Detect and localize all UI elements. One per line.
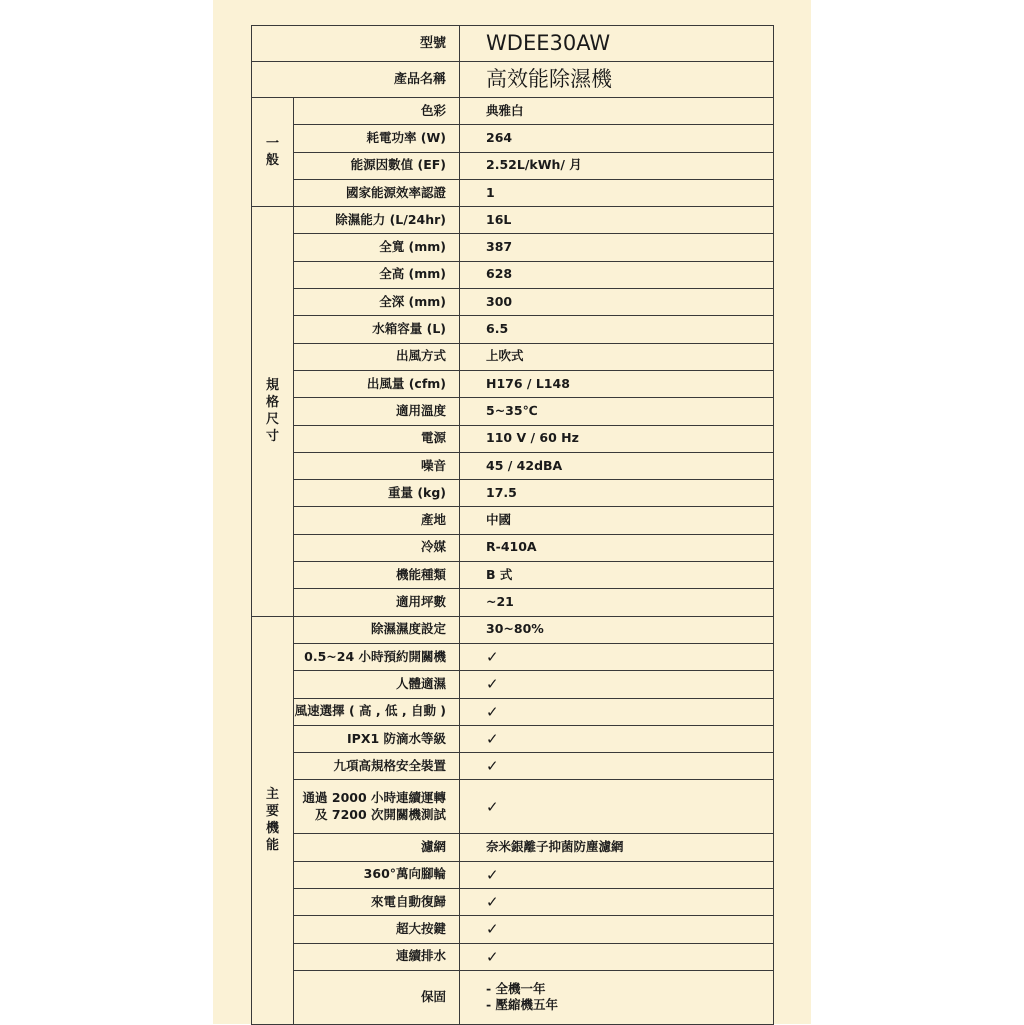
spec-label <box>294 125 460 152</box>
table-row <box>252 643 774 670</box>
spec-value-text: 中國 <box>486 512 512 528</box>
spec-value-text: 6.5 <box>486 321 509 337</box>
spec-label <box>294 562 460 589</box>
spec-label-text: 產地 <box>421 512 447 528</box>
table-row <box>252 616 774 643</box>
spec-label <box>294 534 460 561</box>
spec-value-text: 628 <box>486 266 513 282</box>
spec-value-text: 5~35℃ <box>486 402 538 418</box>
table-row <box>252 861 774 888</box>
spec-label-text: 來電自動復歸 <box>371 893 447 909</box>
table-row <box>252 780 774 834</box>
spec-label <box>294 725 460 752</box>
spec-value <box>460 316 774 343</box>
spec-value <box>460 562 774 589</box>
spec-label-text: 適用坪數 <box>396 594 447 610</box>
check-icon: ✓ <box>486 647 499 666</box>
table-row <box>252 698 774 725</box>
table-row <box>252 425 774 452</box>
spec-label-text: 國家能源效率認證 <box>346 184 447 200</box>
spec-label <box>294 480 460 507</box>
spec-value-text: 典雅白 <box>486 102 524 118</box>
spec-label-text: 0.5~24 小時預約開關機 <box>304 648 447 664</box>
spec-label-text: 濾網 <box>421 839 447 855</box>
spec-value <box>460 261 774 288</box>
spec-value-text: 1 <box>486 184 495 200</box>
spec-label <box>294 343 460 370</box>
spec-value <box>460 343 774 370</box>
spec-value-text: 264 <box>486 130 513 145</box>
spec-value <box>460 970 774 1024</box>
spec-value-text: 2.52L/kWh/ 月 <box>486 157 582 173</box>
spec-label-text: 冷媒 <box>421 539 447 555</box>
spec-label <box>294 943 460 970</box>
spec-value <box>460 398 774 425</box>
spec-label-text: 風速選擇 ( 高 , 低 , 自動 ) <box>294 703 447 719</box>
table-row <box>252 970 774 1024</box>
section-label <box>252 616 294 1024</box>
spec-label-text: 全深 (mm) <box>379 293 447 309</box>
spec-label-text: 能源因數值 (EF) <box>350 157 447 173</box>
table-row <box>252 207 774 234</box>
spec-label-text: 360°萬向腳輪 <box>363 866 447 882</box>
spec-value <box>460 616 774 643</box>
table-row <box>252 152 774 179</box>
check-icon: ✓ <box>486 729 499 748</box>
table-row <box>252 234 774 261</box>
spec-value <box>460 207 774 234</box>
spec-label <box>294 425 460 452</box>
spec-value <box>460 671 774 698</box>
spec-label <box>294 861 460 888</box>
spec-label <box>294 234 460 261</box>
spec-label <box>294 207 460 234</box>
spec-value <box>460 152 774 179</box>
table-row <box>252 671 774 698</box>
product-name-label: 產品名稱 <box>252 62 460 98</box>
spec-value-text: 45 / 42dBA <box>486 457 563 473</box>
spec-label-text: 全高 (mm) <box>379 266 447 282</box>
section-label-text: 主要機能 <box>265 787 279 854</box>
table-row <box>252 943 774 970</box>
spec-label <box>294 834 460 861</box>
check-icon: ✓ <box>486 675 499 694</box>
table-row <box>252 62 774 98</box>
spec-label <box>294 889 460 916</box>
spec-value <box>460 589 774 616</box>
spec-label <box>294 643 460 670</box>
spec-label-text: 色彩 <box>421 102 447 118</box>
table-row <box>252 26 774 62</box>
section-label-text: 規格尺寸 <box>265 378 279 445</box>
spec-label-text: 耗電功率 (W) <box>366 130 447 145</box>
spec-value <box>460 125 774 152</box>
spec-value <box>460 289 774 316</box>
spec-label-text: 除濕濕度設定 <box>371 621 447 637</box>
spec-value <box>460 725 774 752</box>
spec-value <box>460 643 774 670</box>
table-row <box>252 261 774 288</box>
spec-label-text: 重量 (kg) <box>387 484 447 500</box>
spec-label <box>294 671 460 698</box>
table-row <box>252 725 774 752</box>
table-row <box>252 98 774 125</box>
table-row <box>252 480 774 507</box>
table-row <box>252 834 774 861</box>
spec-value-text: 300 <box>486 293 513 309</box>
spec-label <box>294 152 460 179</box>
table-row <box>252 507 774 534</box>
spec-label-text: 機能種類 <box>396 566 447 582</box>
section-label-text: 一般 <box>265 136 279 169</box>
section-label <box>252 207 294 616</box>
table-row <box>252 179 774 206</box>
table-row <box>252 125 774 152</box>
spec-label-text: 全寬 (mm) <box>379 239 447 255</box>
spec-value-text: R-410A <box>486 539 537 555</box>
table-row <box>252 916 774 943</box>
table-row <box>252 398 774 425</box>
spec-value <box>460 452 774 479</box>
spec-value <box>460 916 774 943</box>
spec-value-text: ~21 <box>486 594 514 610</box>
spec-label <box>294 698 460 725</box>
spec-label-text: 連續排水 <box>396 948 447 964</box>
spec-value-text: 110 V / 60 Hz <box>486 430 579 446</box>
spec-value-text: 387 <box>486 239 513 255</box>
spec-value <box>460 698 774 725</box>
spec-label <box>294 970 460 1024</box>
spec-value-text-line2: - 壓縮機五年 <box>486 997 559 1013</box>
spec-label <box>294 753 460 780</box>
spec-value-text: 上吹式 <box>486 348 524 364</box>
spec-value <box>460 234 774 261</box>
table-row <box>252 452 774 479</box>
spec-label-text: 人體適濕 <box>396 675 447 691</box>
spec-label <box>294 780 460 834</box>
spec-value <box>460 889 774 916</box>
spec-label <box>294 261 460 288</box>
check-icon: ✓ <box>486 920 499 939</box>
spec-value-text: - 全機一年 <box>486 980 546 996</box>
model-label: 型號 <box>252 26 460 62</box>
spec-value <box>460 179 774 206</box>
spec-value <box>460 861 774 888</box>
spec-label <box>294 616 460 643</box>
spec-label <box>294 316 460 343</box>
spec-value <box>460 480 774 507</box>
spec-label <box>294 589 460 616</box>
table-row <box>252 534 774 561</box>
spec-label-text: 出風方式 <box>396 348 447 364</box>
spec-value <box>460 753 774 780</box>
spec-label <box>294 398 460 425</box>
spec-label-text: 九項高規格安全裝置 <box>333 757 447 773</box>
check-icon: ✓ <box>486 702 499 721</box>
check-icon: ✓ <box>486 797 499 816</box>
spec-value <box>460 834 774 861</box>
table-row <box>252 753 774 780</box>
spec-value-text: H176 / L148 <box>486 375 570 391</box>
spec-label-text: 電源 <box>421 430 447 446</box>
table-row <box>252 370 774 397</box>
spec-label-text: IPX1 防滴水等級 <box>347 730 447 746</box>
check-icon: ✓ <box>486 893 499 912</box>
spec-value <box>460 943 774 970</box>
model-value: WDEE30AW <box>460 26 774 62</box>
table-row <box>252 889 774 916</box>
spec-label <box>294 452 460 479</box>
spec-label-text: 出風量 (cfm) <box>366 375 447 391</box>
spec-label <box>294 179 460 206</box>
spec-table <box>251 25 774 1025</box>
spec-label <box>294 289 460 316</box>
spec-value-text: 30~80% <box>486 621 544 637</box>
spec-label-text: 適用溫度 <box>396 402 447 418</box>
spec-value-text: 奈米銀離子抑菌防塵濾網 <box>486 839 624 855</box>
spec-value-text: B 式 <box>486 566 513 582</box>
table-row <box>252 316 774 343</box>
check-icon: ✓ <box>486 757 499 776</box>
spec-value-text: 17.5 <box>486 484 517 500</box>
spec-value <box>460 98 774 125</box>
spec-value <box>460 425 774 452</box>
check-icon: ✓ <box>486 947 499 966</box>
spec-value <box>460 370 774 397</box>
spec-label-text: 水箱容量 (L) <box>372 321 447 337</box>
spec-value <box>460 534 774 561</box>
table-row <box>252 562 774 589</box>
spec-value <box>460 507 774 534</box>
spec-label <box>294 507 460 534</box>
spec-label <box>294 98 460 125</box>
spec-label <box>294 916 460 943</box>
spec-label-text: 噪音 <box>421 457 447 473</box>
spec-label-text: 除濕能力 (L/24hr) <box>335 211 447 227</box>
spec-label-text: 超大按鍵 <box>396 921 447 937</box>
table-row <box>252 289 774 316</box>
spec-value <box>460 780 774 834</box>
table-row <box>252 589 774 616</box>
spec-label-text-line2: 及 7200 次開關機測試 <box>315 806 447 822</box>
spec-label <box>294 370 460 397</box>
spec-label-text: 保固 <box>421 988 447 1004</box>
section-label <box>252 98 294 207</box>
spec-label-text: 通過 2000 小時連續運轉 <box>302 790 447 806</box>
product-name-value: 高效能除濕機 <box>460 62 774 98</box>
table-row <box>252 343 774 370</box>
spec-value-text: 16L <box>486 211 512 227</box>
check-icon: ✓ <box>486 865 499 884</box>
